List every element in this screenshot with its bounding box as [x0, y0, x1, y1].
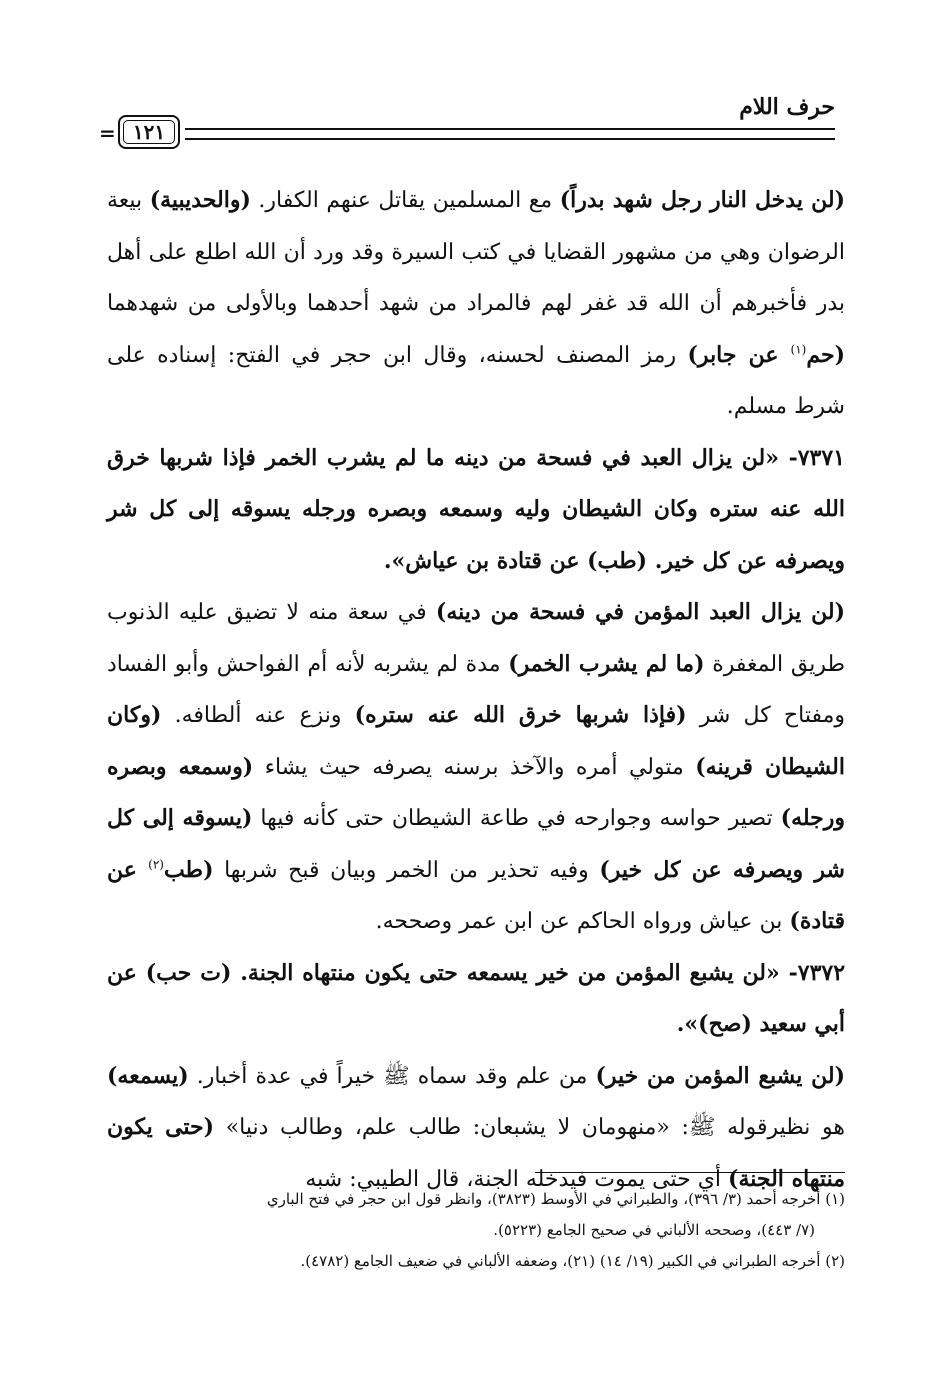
text-span: بيعة الرضوان وهي من مشهور القضايا في كتب السيرة وقد ورد أن الله اطلع على أهل بدر فأخبرهم أن الله قد غفر لهم فالمراد من شهد أحدهما وبالأولى من شهدهما — [107, 188, 845, 316]
bold-phrase: (لن يدخل النار رجل شهد بدراً) — [559, 187, 845, 213]
bold-phrase: (فإذا شربها خرق الله عنه ستره) — [354, 702, 687, 728]
text-span: في سعة منه لا تضيق عليه الذنوب طريق المغفرة — [107, 600, 845, 677]
text-span: هو نظيرقوله ﷺ: «منهومان لا يشبعان: طالب علم، وطالب دنيا» — [214, 1115, 845, 1140]
text-span: وفيه تحذير من الخمر وبيان قبح شربها — [213, 857, 600, 883]
bold-phrase: (طب — [163, 856, 214, 883]
main-text — [107, 175, 845, 1205]
text-span: أي حتى يموت فيدخله الجنة، قال الطيبي: شبه — [305, 1166, 729, 1192]
bold-phrase: عن قتادة) — [107, 856, 845, 934]
footnote-1: (١) أخرجه أحمد (٣/ ٣٩٦)، والطبراني في الأوسط (٣٨٢٣)، وانظر قول ابن حجر في فتح الباري — [266, 1190, 845, 1208]
bold-phrase: (يسمعه) — [107, 1062, 189, 1089]
running-header-title: حرف اللام — [739, 94, 835, 120]
text-span: مع المسلمين يقاتل عنهم الكفار. — [250, 188, 560, 213]
footnote-rule — [535, 1172, 845, 1173]
hadith-text: «لن يزال العبد في فسحة من دينه ما لم يشرب الخمر فإذا شربها خرق الله عنه ستره وكان الشيطان وليه وسمعه وبصره ورجله يسوقه إلى كل شر ويصرفه عن كل خير. (طب) عن قتادة بن عياش». — [107, 444, 845, 574]
hadith-text: «لن يشبع المؤمن من خير يسمعه حتى يكون منتهاه الجنة. (ت حب) عن أبي سعيد (صح)». — [107, 959, 845, 1037]
bold-phrase: (لن يزال العبد المؤمن في فسحة من دينه) — [435, 599, 845, 625]
page-number: ١٢١ — [118, 115, 180, 149]
text-span: ونزع عنه ألطافه. — [161, 703, 355, 728]
hadith-7372 — [107, 948, 845, 1051]
header-rule — [185, 128, 835, 140]
bold-phrase: (لن يشبع المؤمن من خير) — [595, 1062, 845, 1089]
commentary-paragraph-2 — [107, 587, 845, 948]
footnote-1-continued: (٧/ ٤٤٣)، وصححه الألباني في صحيح الجامع (٥٢٢٣). — [493, 1221, 815, 1239]
bold-phrase: (وكان الشيطان قرينه) — [107, 702, 845, 780]
bold-phrase: عن جابر) — [687, 341, 791, 368]
commentary-paragraph-1 — [107, 175, 845, 433]
text-span: مدة لم يشربه لأنه أم الفواحش وأبو الفساد ومفتاح كل شر — [107, 651, 845, 728]
header-mark: = — [99, 121, 116, 145]
text-span: بن عياش ورواه الحاكم عن ابن عمر وصححه. — [375, 909, 790, 934]
text-span: تصير حواسه وجوارحه في طاعة الشيطان حتى كأنه فيها — [252, 806, 781, 831]
bold-phrase: (ما لم يشرب الخمر) — [508, 650, 705, 677]
bold-phrase: (وسمعه وبصره ورجله) — [107, 753, 845, 831]
hadith-number: ٧٣٧٢- — [779, 959, 846, 986]
commentary-paragraph-3 — [107, 1051, 845, 1206]
bold-phrase: (حم — [806, 341, 846, 368]
footnote-2: (٢) أخرجه الطبراني في الكبير (١٩/ ١٤) (٢١)، وضعفه الألباني في ضعيف الجامع (٤٧٨٢). — [300, 1252, 845, 1270]
bold-phrase: (والحديبية) — [149, 187, 251, 213]
footnotes — [107, 1184, 845, 1277]
footnote-ref-2[interactable]: (٢) — [148, 857, 164, 872]
bold-phrase: (حتى يكون منتهاه الجنة) — [107, 1114, 845, 1192]
text-span: رمز المصنف لحسنه، وقال ابن حجر في الفتح: إسناده على شرط مسلم. — [107, 342, 845, 419]
hadith-7371 — [107, 433, 845, 588]
text-span: من علم وقد سماه ﷺ خيراً في عدة أخبار. — [188, 1063, 596, 1089]
text-span: متولي أمره والآخذ برسنه يصرفه حيث يشاء — [253, 754, 696, 780]
hadith-number: ٧٣٧١- — [778, 444, 845, 471]
bold-phrase: (يسوقه إلى كل شر ويصرفه عن كل خير) — [107, 805, 845, 883]
footnote-ref-1[interactable]: (١) — [790, 342, 807, 357]
